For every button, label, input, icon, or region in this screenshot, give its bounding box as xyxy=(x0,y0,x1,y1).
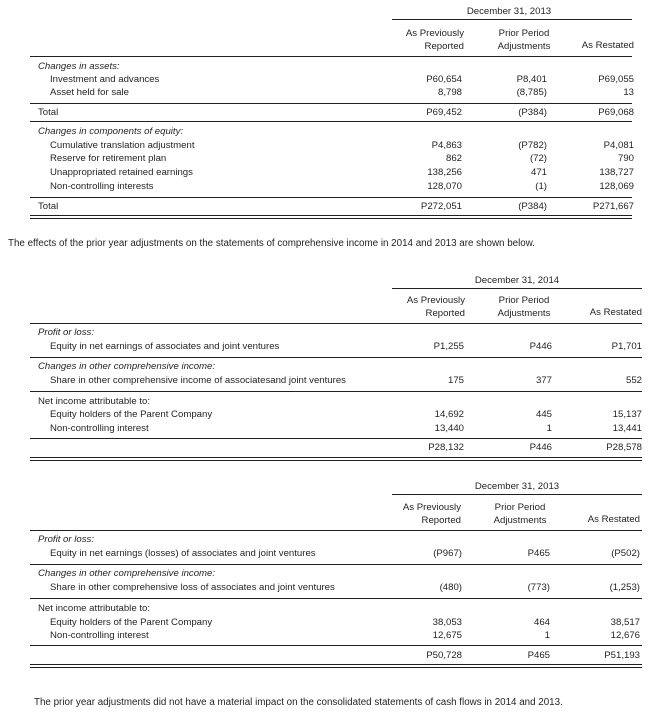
table1-equity-total-rule xyxy=(30,197,632,198)
table2-ni-heading: Net income attributable to: xyxy=(38,396,150,407)
intro-paragraph: The effects of the prior year adjustments on the statements of comprehensive income in 2014 and 2013 are shown below. xyxy=(8,238,535,249)
table1-col-restated: As Restated xyxy=(581,40,634,51)
table3-pl-rule xyxy=(30,564,642,565)
table2-oci-rule xyxy=(30,391,642,392)
table1-col-adjustments: Prior Period Adjustments xyxy=(497,28,551,52)
table3-oci-heading: Changes in other comprehensive income: xyxy=(38,568,216,579)
table1-header-rule xyxy=(392,19,632,20)
table1-period-header: December 31, 2013 xyxy=(466,6,552,17)
table2-oci-heading: Changes in other comprehensive income: xyxy=(38,361,216,372)
footer-paragraph: The prior year adjustments did not have a material impact on the consolidated statements of cash flows in 2014 and 2013. xyxy=(34,697,563,708)
table2-col-adjustments: Prior Period Adjustments xyxy=(497,295,551,319)
table1-colhead-rule xyxy=(30,56,632,57)
table3-header-rule xyxy=(392,494,642,495)
table3-double-rule xyxy=(30,664,642,668)
table2-col-reported: As Previously Reported xyxy=(406,295,465,319)
table2-pl-heading: Profit or loss: xyxy=(38,327,94,338)
table2-colhead-rule xyxy=(30,323,642,324)
table1-col-reported: As Previously Reported xyxy=(405,28,464,52)
table1-double-rule xyxy=(30,215,632,219)
table1-equity-heading: Changes in components of equity: xyxy=(38,126,184,137)
table3-col-restated: As Restated xyxy=(587,514,640,525)
table2-pl-rule xyxy=(30,357,642,358)
table1-assets-bottom-rule xyxy=(30,121,632,122)
table3-ni-heading: Net income attributable to: xyxy=(38,603,150,614)
table2-double-rule xyxy=(30,457,642,461)
table3-col-adjustments: Prior Period Adjustments xyxy=(493,502,547,526)
table2-header-rule xyxy=(392,288,642,289)
table2-period-header: December 31, 2014 xyxy=(474,275,560,286)
table3-period-header: December 31, 2013 xyxy=(474,481,560,492)
table3-colhead-rule xyxy=(30,530,642,531)
table3-pl-heading: Profit or loss: xyxy=(38,534,94,545)
table2-total-rule xyxy=(30,438,642,439)
table1-assets-heading: Changes in assets: xyxy=(38,61,120,72)
table2-col-restated: As Restated xyxy=(589,307,642,318)
table3-oci-rule xyxy=(30,598,642,599)
table1-assets-total-rule xyxy=(30,103,632,104)
table3-col-reported: As Previously Reported xyxy=(402,502,461,526)
table3-total-rule xyxy=(30,645,642,646)
